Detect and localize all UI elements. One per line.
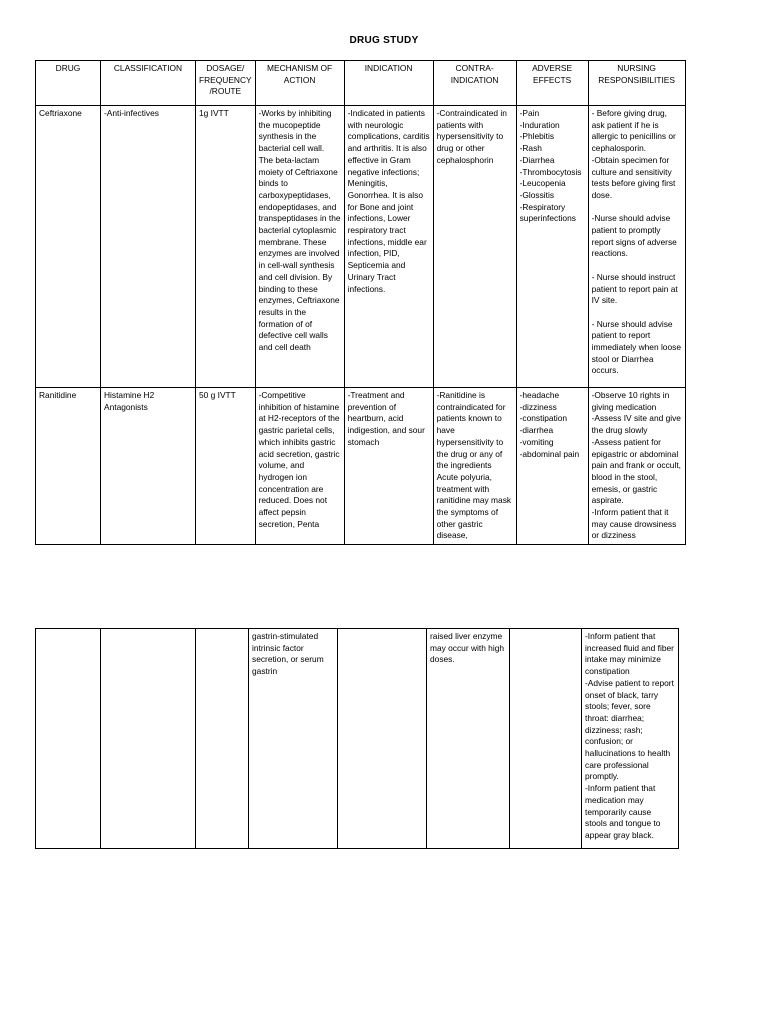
- mechanism-cell: -Works by inhibiting the mucopeptide synthesis in the bacterial cell wall. The beta-lactam moiety of Ceftriaxone binds to carboxypeptidases, endopeptidases, and transpeptidases in the bacterial cytoplasmic membrane. These enzymes are involved in cell-wall synthesis and cell division. By binding to these enzymes, Ceftriaxone results in the formation of of defective cell walls and cell death: [255, 106, 344, 388]
- mechanism-cell: gastrin-stimulated intrinsic factor secretion, or serum gastrin: [249, 629, 338, 849]
- indication-cell: [338, 629, 427, 849]
- header-classification: CLASSIFICATION: [101, 61, 196, 106]
- table-row: [36, 388, 686, 545]
- contraindication-cell: raised liver enzyme may occur with high doses.: [427, 629, 510, 849]
- dosage-cell: 1g IVTT: [196, 106, 256, 388]
- nursing-cell: -Observe 10 rights in giving medication -Assess IV site and give the drug slowly -Assess patient for epigastric or abdominal pain and frank or occult, blood in the stool, emesis, or gastric aspirate. -Inform patient that it may cause drowsiness or dizziness: [588, 388, 685, 545]
- drug-cell: [36, 629, 101, 849]
- header-mechanism: MECHANISM OF ACTION: [255, 61, 344, 106]
- indication-cell: -Treatment and prevention of heartburn, acid indigestion, and sour stomach: [344, 388, 433, 545]
- table-row: [36, 629, 679, 849]
- page-title: DRUG STUDY: [349, 35, 419, 46]
- nursing-cell: - Before giving drug, ask patient if he is allergic to penicillins or cephalosporin. -Obtain specimen for culture and sensitivity tests before giving first dose. -Nurse should advise patient to promptly report signs of adverse reactions. - Nurse should instruct patient to report pain at IV site. - Nurse should advise patient to report immediately when loose stool or Diarrhea occurs.: [588, 106, 685, 388]
- header-nursing-responsibilities: NURSING RESPONSIBILITIES: [588, 61, 685, 106]
- classification-cell: -Anti-infectives: [101, 106, 196, 388]
- table-row: [36, 106, 686, 388]
- header-drug: DRUG: [36, 61, 101, 106]
- header-contraindication: CONTRA- INDICATION: [433, 61, 516, 106]
- header-indication: INDICATION: [344, 61, 433, 106]
- dosage-cell: 50 g IVTT: [196, 388, 256, 545]
- header-adverse-effects: ADVERSE EFFECTS: [516, 61, 588, 106]
- mechanism-cell: -Competitive inhibition of histamine at H2-receptors of the gastric parietal cells, which inhibits gastric acid secretion, gastric volume, and hydrogen ion concentration are reduced. Does not affect pepsin secretion, Penta: [255, 388, 344, 545]
- contraindication-cell: -Ranitidine is contraindicated for patients known to have hypersensitivity to the drug or any of the ingredients Acute polyuria, treatment with ranitidine may mask the symptoms of other gastric disease,: [433, 388, 516, 545]
- nursing-cell: -Inform patient that increased fluid and fiber intake may minimize constipation -Advise patient to report onset of black, tarry stools; fever, sore throat: diarrhea; dizziness; rash; confusion; or hallucinations to health care professional promptly. -Inform patient that medication may temporarily cause stools and tongue to appear gray black.: [582, 629, 679, 849]
- header-row: [36, 61, 686, 106]
- drug-study-continuation-table: [35, 628, 679, 849]
- indication-cell: -Indicated in patients with neurologic complications, carditis and arthritis. It is also effective in Gram negative infections; Meningitis, Gonorrhea. It is also for Bone and joint infections, Lower respiratory tract infections, middle ear infection, PID, Septicemia and Urinary Tract infections.: [344, 106, 433, 388]
- contraindication-cell: -Contraindicated in patients with hypersensitivity to drug or other cephalosphorin: [433, 106, 516, 388]
- adverse-effects-cell: -Pain -Induration -Phlebitis -Rash -Diarrhea -Thrombocytosis -Leucopenia -Glossitis -Respiratory superinfections: [516, 106, 588, 388]
- adverse-effects-cell: -headache -dizziness -constipation -diarrhea -vomiting -abdominal pain: [516, 388, 588, 545]
- dosage-cell: [196, 629, 249, 849]
- drug-cell: Ceftriaxone: [36, 106, 101, 388]
- drug-cell: Ranitidine: [36, 388, 101, 545]
- classification-cell: Histamine H2 Antagonists: [101, 388, 196, 545]
- drug-study-table: [35, 60, 686, 545]
- header-dosage: DOSAGE/ FREQUENCY /ROUTE: [196, 61, 256, 106]
- adverse-effects-cell: [510, 629, 582, 849]
- classification-cell: [101, 629, 196, 849]
